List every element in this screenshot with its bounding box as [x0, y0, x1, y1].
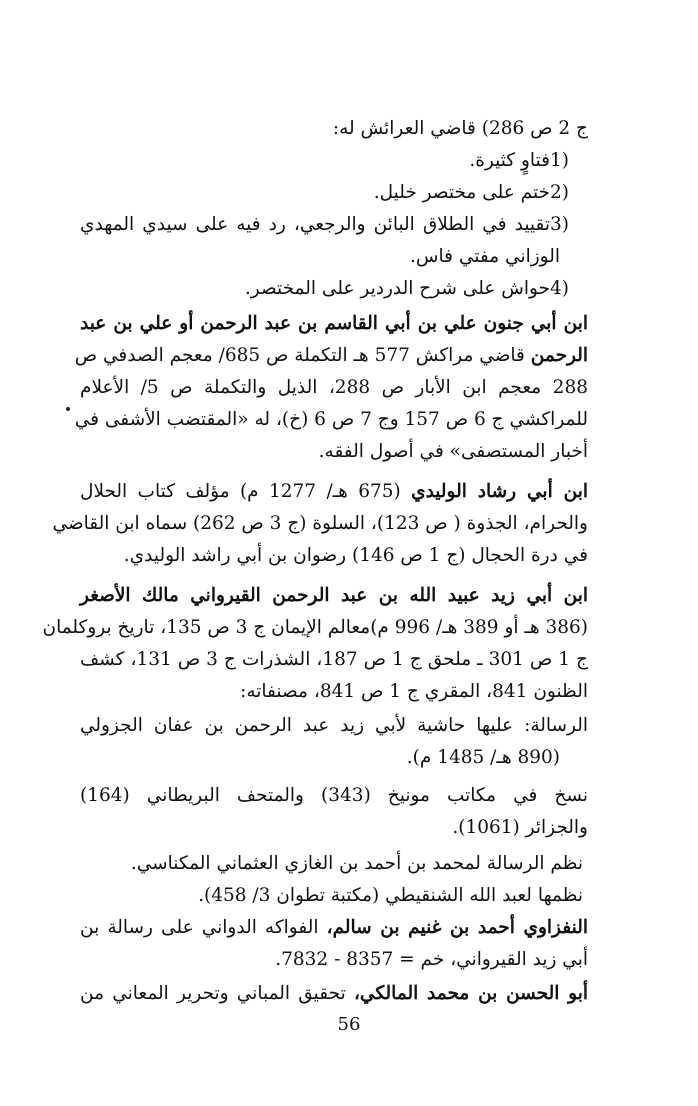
text-line: ج 2 ص 286) قاضي العرائش له: [332, 118, 588, 139]
text-line: نظم الرسالة لمحمد بن أحمد بن الغازي العثماني المكناسي. [130, 853, 583, 874]
list-number: 2) [550, 182, 569, 203]
entry-heading: ابن أبي زيد عبيد الله بن عبد الرحمن القيرواني مالك الأصغر [80, 585, 588, 606]
text-line: ج 1 ص 301 ـ ملحق ج 1 ص 187، الشذرات ج 3 ص 131، كشف [80, 649, 588, 670]
list-number: 4) [550, 278, 569, 299]
text-line: الوزاني مفتي فاس. [410, 246, 560, 267]
text-line: للمراكشي ج 6 ص 157 وج 7 ص 6 (خ)، له «المقتضب الأشفى في [74, 409, 588, 430]
text-line: نظمها لعبد الله الشنقيطي (مكتبة تطوان 3/ 458). [198, 885, 583, 906]
list-item: 4)حواش على شرح الدردير على المختصر. [80, 273, 580, 307]
entry-heading: النفزاوي أحمد بن غنيم بن سالم، الفواكه الدواني على رسالة بن [80, 917, 588, 938]
text-line: أخبار المستصفى» في أصول الفقه. [318, 441, 588, 462]
text-line: أبي زيد القيرواني، خم = 8357 - 7832. [275, 949, 588, 970]
text-line: الرسالة: عليها حاشية لأبي زيد عبد الرحمن بن عفان الجزولي [80, 715, 588, 736]
text-line: الظنون 841، المقري ج 1 ص 841، مصنفاته: [240, 681, 588, 702]
text-line: والجزائر (1061). [452, 817, 588, 838]
text-line: (890 هـ/ 1485 م). [406, 747, 560, 768]
list-number: 1) [550, 150, 569, 171]
page-number: 56 [337, 1014, 361, 1035]
list-item: 2)ختم على مختصر خليل. [80, 177, 580, 211]
text-line: والحرام، الجذوة ( ص 123)، السلوة (ج 3 ص 262) سماه ابن القاضي [52, 513, 588, 534]
text-line: نسخ في مكاتب مونيخ (343) والمتحف البريطاني (164) [80, 785, 588, 806]
text-line: الرحمن قاضي مراكش 577 هـ التكملة ص 685/ معجم الصدفي ص [74, 345, 588, 366]
list-item: 1)فتاوٍ كثيرة. [80, 145, 580, 179]
text-line: 288 معجم ابن الأبار ص 288، الذيل والتكملة ص 5/ الأعلام [80, 377, 588, 398]
margin-dot [66, 407, 70, 411]
list-item: 3)تقييد في الطلاق البائن والرجعي، رد فيه على سيدي المهدي [80, 209, 580, 243]
entry-heading: ابن أبي رشاد الوليدي (675 هـ/ 1277 م) مؤلف كتاب الحلال [80, 481, 588, 502]
list-number: 3) [550, 214, 569, 235]
text-line: في درة الحجال (ج 1 ص 146) رضوان بن أبي راشد الوليدي. [123, 545, 588, 566]
text-line: (386 هـ أو 389 هـ/ 996 م)معالم الإيمان ج 3 ص 135، تاريخ بروكلمان [42, 617, 588, 638]
entry-heading: ابن أبي جنون علي بن أبي القاسم بن عبد الرحمن أو علي بن عبد [80, 313, 588, 334]
entry-heading: أبو الحسن بن محمد المالكي، تحقيق المباني وتحرير المعاني من [80, 983, 588, 1004]
